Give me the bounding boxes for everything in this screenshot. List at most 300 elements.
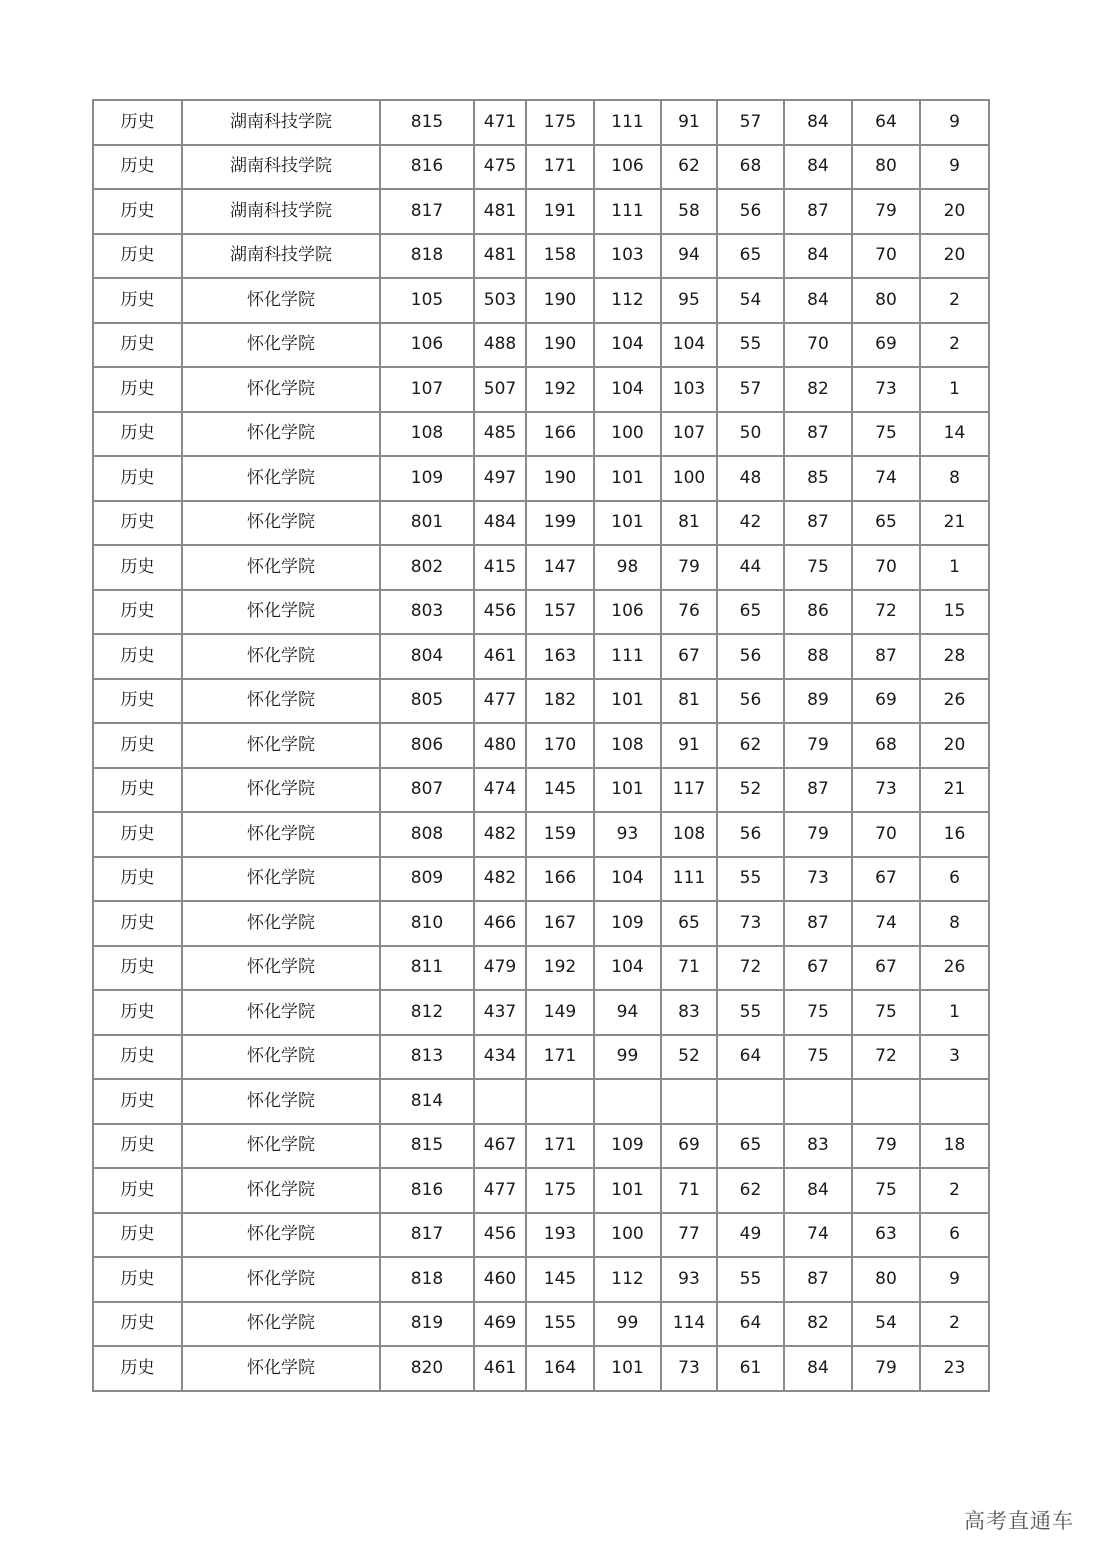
subject-cell: 历史: [93, 812, 182, 857]
score-cell: 191: [526, 189, 594, 234]
table-row: [93, 1035, 989, 1080]
school-name-cell: 怀化学院: [182, 812, 380, 857]
score-cell: 52: [661, 1035, 717, 1080]
score-cell: 466: [474, 901, 526, 946]
rank-cell: 18: [920, 1124, 989, 1169]
score-cell: 73: [852, 367, 920, 412]
school-name-cell: 怀化学院: [182, 1257, 380, 1302]
score-cell: 81: [661, 501, 717, 546]
score-cell: 100: [594, 412, 661, 457]
score-cell: 114: [661, 1302, 717, 1347]
score-cell: 93: [661, 1257, 717, 1302]
score-cell: 56: [717, 812, 784, 857]
score-cell: 87: [784, 189, 852, 234]
major-code-cell: 803: [380, 590, 474, 635]
score-cell: 50: [717, 412, 784, 457]
score-cell: 75: [784, 990, 852, 1035]
score-cell: 67: [852, 946, 920, 991]
table-row: [93, 323, 989, 368]
score-cell: 190: [526, 278, 594, 323]
rank-cell: 1: [920, 990, 989, 1035]
score-cell: 80: [852, 278, 920, 323]
subject-cell: 历史: [93, 634, 182, 679]
score-cell: 79: [661, 545, 717, 590]
major-code-cell: 815: [380, 1124, 474, 1169]
table-row: [93, 412, 989, 457]
score-cell: 480: [474, 723, 526, 768]
school-name-cell: 怀化学院: [182, 1213, 380, 1258]
rank-cell: 2: [920, 323, 989, 368]
rank-cell: 20: [920, 723, 989, 768]
score-cell: 70: [852, 812, 920, 857]
score-cell: 111: [594, 100, 661, 145]
score-cell: 98: [594, 545, 661, 590]
score-cell: 117: [661, 768, 717, 813]
score-cell: 103: [594, 234, 661, 279]
score-cell: 467: [474, 1124, 526, 1169]
score-cell: 73: [784, 857, 852, 902]
score-cell: 67: [784, 946, 852, 991]
score-cell: 87: [784, 412, 852, 457]
major-code-cell: 815: [380, 100, 474, 145]
score-cell: 101: [594, 1168, 661, 1213]
score-cell: 84: [784, 145, 852, 190]
score-cell: 89: [784, 679, 852, 724]
table-row: [93, 234, 989, 279]
subject-cell: 历史: [93, 367, 182, 412]
score-cell: 106: [594, 590, 661, 635]
school-name-cell: 怀化学院: [182, 545, 380, 590]
watermark-text: 高考直通车: [964, 1509, 1074, 1533]
table-row: [93, 679, 989, 724]
score-cell: 190: [526, 323, 594, 368]
score-cell: 65: [852, 501, 920, 546]
score-cell: 112: [594, 278, 661, 323]
score-cell: 84: [784, 234, 852, 279]
score-cell: 99: [594, 1302, 661, 1347]
score-cell: 479: [474, 946, 526, 991]
rank-cell: 9: [920, 145, 989, 190]
school-name-cell: 怀化学院: [182, 1168, 380, 1213]
subject-cell: 历史: [93, 278, 182, 323]
score-cell: 84: [784, 1346, 852, 1391]
major-code-cell: 810: [380, 901, 474, 946]
score-cell: 456: [474, 1213, 526, 1258]
table-row: [93, 1079, 989, 1124]
school-name-cell: 怀化学院: [182, 1346, 380, 1391]
rank-cell: 9: [920, 1257, 989, 1302]
score-cell: 474: [474, 768, 526, 813]
score-cell: 62: [661, 145, 717, 190]
score-cell: 80: [852, 145, 920, 190]
rank-cell: 21: [920, 501, 989, 546]
major-code-cell: 820: [380, 1346, 474, 1391]
score-cell: 72: [717, 946, 784, 991]
school-name-cell: 湖南科技学院: [182, 189, 380, 234]
major-code-cell: 819: [380, 1302, 474, 1347]
score-cell: 109: [594, 901, 661, 946]
school-name-cell: 怀化学院: [182, 456, 380, 501]
score-cell: 76: [661, 590, 717, 635]
subject-cell: 历史: [93, 990, 182, 1035]
subject-cell: 历史: [93, 1079, 182, 1124]
school-name-cell: 怀化学院: [182, 1302, 380, 1347]
rank-cell: 2: [920, 278, 989, 323]
score-cell: 72: [852, 1035, 920, 1080]
score-cell: 190: [526, 456, 594, 501]
major-code-cell: 108: [380, 412, 474, 457]
score-cell: 111: [594, 634, 661, 679]
score-cell: 166: [526, 412, 594, 457]
score-cell: 112: [594, 1257, 661, 1302]
subject-cell: 历史: [93, 590, 182, 635]
score-cell: 101: [594, 501, 661, 546]
score-cell: 79: [852, 1124, 920, 1169]
score-cell: 70: [852, 234, 920, 279]
score-cell: 157: [526, 590, 594, 635]
score-cell: 65: [661, 901, 717, 946]
table-row: [93, 1257, 989, 1302]
score-cell: 488: [474, 323, 526, 368]
rank-cell: [920, 1079, 989, 1124]
score-cell: 471: [474, 100, 526, 145]
score-cell: 71: [661, 946, 717, 991]
school-name-cell: 怀化学院: [182, 367, 380, 412]
major-code-cell: 812: [380, 990, 474, 1035]
score-cell: 75: [784, 545, 852, 590]
score-cell: 84: [784, 1168, 852, 1213]
score-cell: 83: [661, 990, 717, 1035]
table-row: [93, 456, 989, 501]
score-cell: 108: [594, 723, 661, 768]
score-cell: 456: [474, 590, 526, 635]
school-name-cell: 怀化学院: [182, 768, 380, 813]
rank-cell: 26: [920, 946, 989, 991]
score-cell: 104: [594, 857, 661, 902]
subject-cell: 历史: [93, 412, 182, 457]
rank-cell: 14: [920, 412, 989, 457]
subject-cell: 历史: [93, 1168, 182, 1213]
score-cell: 155: [526, 1302, 594, 1347]
subject-cell: 历史: [93, 946, 182, 991]
score-cell: 199: [526, 501, 594, 546]
score-cell: 55: [717, 857, 784, 902]
major-code-cell: 106: [380, 323, 474, 368]
score-cell: 86: [784, 590, 852, 635]
school-name-cell: 怀化学院: [182, 990, 380, 1035]
score-cell: 88: [784, 634, 852, 679]
subject-cell: 历史: [93, 145, 182, 190]
score-cell: 69: [852, 323, 920, 368]
score-cell: 482: [474, 857, 526, 902]
score-cell: [474, 1079, 526, 1124]
school-name-cell: 怀化学院: [182, 901, 380, 946]
score-cell: 87: [784, 901, 852, 946]
score-cell: 94: [594, 990, 661, 1035]
rank-cell: 16: [920, 812, 989, 857]
school-name-cell: 湖南科技学院: [182, 100, 380, 145]
score-cell: 163: [526, 634, 594, 679]
school-name-cell: 怀化学院: [182, 634, 380, 679]
score-cell: 74: [852, 901, 920, 946]
school-name-cell: 怀化学院: [182, 679, 380, 724]
table-row: [93, 768, 989, 813]
table-row: [93, 100, 989, 145]
score-cell: 58: [661, 189, 717, 234]
score-cell: 94: [661, 234, 717, 279]
score-cell: 171: [526, 1124, 594, 1169]
table-row: [93, 1124, 989, 1169]
score-cell: 52: [717, 768, 784, 813]
major-code-cell: 801: [380, 501, 474, 546]
score-cell: 83: [784, 1124, 852, 1169]
score-cell: 64: [717, 1302, 784, 1347]
score-cell: 109: [594, 1124, 661, 1169]
score-cell: 77: [661, 1213, 717, 1258]
score-cell: 477: [474, 1168, 526, 1213]
score-cell: 100: [594, 1213, 661, 1258]
score-cell: 461: [474, 1346, 526, 1391]
school-name-cell: 怀化学院: [182, 1035, 380, 1080]
rank-cell: 1: [920, 545, 989, 590]
score-cell: 74: [852, 456, 920, 501]
major-code-cell: 805: [380, 679, 474, 724]
major-code-cell: 817: [380, 1213, 474, 1258]
major-code-cell: 109: [380, 456, 474, 501]
score-cell: 104: [594, 367, 661, 412]
score-cell: 482: [474, 812, 526, 857]
table-row: [93, 857, 989, 902]
score-cell: 87: [784, 768, 852, 813]
score-cell: 87: [852, 634, 920, 679]
score-cell: 91: [661, 723, 717, 768]
score-cell: 481: [474, 189, 526, 234]
subject-cell: 历史: [93, 323, 182, 368]
rank-cell: 8: [920, 456, 989, 501]
score-cell: 54: [717, 278, 784, 323]
score-cell: [594, 1079, 661, 1124]
score-cell: 79: [784, 723, 852, 768]
major-code-cell: 814: [380, 1079, 474, 1124]
score-cell: 61: [717, 1346, 784, 1391]
table-row: [93, 812, 989, 857]
major-code-cell: 806: [380, 723, 474, 768]
score-cell: 80: [852, 1257, 920, 1302]
table-row: [93, 501, 989, 546]
score-cell: 175: [526, 1168, 594, 1213]
school-name-cell: 怀化学院: [182, 501, 380, 546]
table-row: [93, 1302, 989, 1347]
score-cell: 149: [526, 990, 594, 1035]
school-name-cell: 怀化学院: [182, 1079, 380, 1124]
score-cell: 87: [784, 1257, 852, 1302]
score-cell: 107: [661, 412, 717, 457]
score-cell: 75: [852, 1168, 920, 1213]
subject-cell: 历史: [93, 1346, 182, 1391]
score-cell: 99: [594, 1035, 661, 1080]
score-cell: 477: [474, 679, 526, 724]
score-cell: 91: [661, 100, 717, 145]
score-cell: 103: [661, 367, 717, 412]
score-cell: 469: [474, 1302, 526, 1347]
table-row: [93, 1346, 989, 1391]
table-row: [93, 946, 989, 991]
score-cell: 434: [474, 1035, 526, 1080]
score-cell: 74: [784, 1213, 852, 1258]
score-cell: [661, 1079, 717, 1124]
score-cell: 101: [594, 679, 661, 724]
subject-cell: 历史: [93, 768, 182, 813]
score-cell: [784, 1079, 852, 1124]
score-cell: 158: [526, 234, 594, 279]
score-cell: 62: [717, 723, 784, 768]
score-cell: 145: [526, 1257, 594, 1302]
table-row: [93, 545, 989, 590]
score-cell: 72: [852, 590, 920, 635]
subject-cell: 历史: [93, 1124, 182, 1169]
score-cell: 73: [661, 1346, 717, 1391]
score-cell: 55: [717, 990, 784, 1035]
subject-cell: 历史: [93, 857, 182, 902]
score-cell: 167: [526, 901, 594, 946]
score-cell: 460: [474, 1257, 526, 1302]
score-cell: 507: [474, 367, 526, 412]
major-code-cell: 816: [380, 145, 474, 190]
major-code-cell: 811: [380, 946, 474, 991]
score-cell: 481: [474, 234, 526, 279]
rank-cell: 6: [920, 857, 989, 902]
subject-cell: 历史: [93, 100, 182, 145]
score-cell: 93: [594, 812, 661, 857]
table-row: [93, 634, 989, 679]
score-cell: 75: [852, 412, 920, 457]
table-row: [93, 367, 989, 412]
table-row: [93, 901, 989, 946]
score-cell: 104: [594, 323, 661, 368]
school-name-cell: 怀化学院: [182, 1124, 380, 1169]
table-row: [93, 278, 989, 323]
score-cell: 87: [784, 501, 852, 546]
school-name-cell: 湖南科技学院: [182, 234, 380, 279]
score-cell: 147: [526, 545, 594, 590]
table-row: [93, 1213, 989, 1258]
major-code-cell: 804: [380, 634, 474, 679]
score-cell: [852, 1079, 920, 1124]
rank-cell: 15: [920, 590, 989, 635]
score-cell: 437: [474, 990, 526, 1035]
score-cell: 85: [784, 456, 852, 501]
subject-cell: 历史: [93, 189, 182, 234]
score-cell: 70: [784, 323, 852, 368]
score-cell: 166: [526, 857, 594, 902]
subject-cell: 历史: [93, 901, 182, 946]
score-cell: 64: [717, 1035, 784, 1080]
major-code-cell: 107: [380, 367, 474, 412]
score-cell: 101: [594, 456, 661, 501]
score-cell: 49: [717, 1213, 784, 1258]
major-code-cell: 817: [380, 189, 474, 234]
score-cell: 71: [661, 1168, 717, 1213]
score-cell: 67: [661, 634, 717, 679]
score-cell: 64: [852, 100, 920, 145]
table-row: [93, 723, 989, 768]
table-row: [93, 590, 989, 635]
score-cell: 101: [594, 768, 661, 813]
school-name-cell: 怀化学院: [182, 723, 380, 768]
rank-cell: 2: [920, 1168, 989, 1213]
score-cell: 82: [784, 367, 852, 412]
score-cell: 164: [526, 1346, 594, 1391]
rank-cell: 23: [920, 1346, 989, 1391]
score-cell: 81: [661, 679, 717, 724]
score-cell: 75: [852, 990, 920, 1035]
score-cell: [717, 1079, 784, 1124]
score-cell: 44: [717, 545, 784, 590]
score-cell: 503: [474, 278, 526, 323]
table-row: [93, 1168, 989, 1213]
score-cell: 68: [852, 723, 920, 768]
school-name-cell: 怀化学院: [182, 946, 380, 991]
score-cell: [526, 1079, 594, 1124]
score-cell: 65: [717, 1124, 784, 1169]
rank-cell: 20: [920, 234, 989, 279]
score-cell: 62: [717, 1168, 784, 1213]
rank-cell: 28: [920, 634, 989, 679]
score-cell: 145: [526, 768, 594, 813]
score-cell: 56: [717, 189, 784, 234]
score-cell: 175: [526, 100, 594, 145]
subject-cell: 历史: [93, 456, 182, 501]
rank-cell: 3: [920, 1035, 989, 1080]
score-cell: 475: [474, 145, 526, 190]
score-cell: 497: [474, 456, 526, 501]
score-table: [92, 99, 990, 1392]
major-code-cell: 809: [380, 857, 474, 902]
score-cell: 159: [526, 812, 594, 857]
rank-cell: 9: [920, 100, 989, 145]
score-cell: 79: [852, 1346, 920, 1391]
score-cell: 63: [852, 1213, 920, 1258]
score-cell: 79: [784, 812, 852, 857]
score-cell: 73: [717, 901, 784, 946]
score-cell: 69: [852, 679, 920, 724]
subject-cell: 历史: [93, 1302, 182, 1347]
rank-cell: 2: [920, 1302, 989, 1347]
score-cell: 192: [526, 367, 594, 412]
score-cell: 55: [717, 1257, 784, 1302]
table-row: [93, 189, 989, 234]
school-name-cell: 怀化学院: [182, 857, 380, 902]
school-name-cell: 怀化学院: [182, 590, 380, 635]
score-cell: 75: [784, 1035, 852, 1080]
score-cell: 171: [526, 145, 594, 190]
score-cell: 42: [717, 501, 784, 546]
score-cell: 56: [717, 634, 784, 679]
score-cell: 106: [594, 145, 661, 190]
subject-cell: 历史: [93, 501, 182, 546]
score-cell: 170: [526, 723, 594, 768]
score-cell: 65: [717, 590, 784, 635]
score-cell: 171: [526, 1035, 594, 1080]
score-cell: 104: [594, 946, 661, 991]
score-cell: 111: [594, 189, 661, 234]
score-cell: 461: [474, 634, 526, 679]
school-name-cell: 怀化学院: [182, 323, 380, 368]
score-cell: 70: [852, 545, 920, 590]
subject-cell: 历史: [93, 1257, 182, 1302]
subject-cell: 历史: [93, 1035, 182, 1080]
major-code-cell: 802: [380, 545, 474, 590]
